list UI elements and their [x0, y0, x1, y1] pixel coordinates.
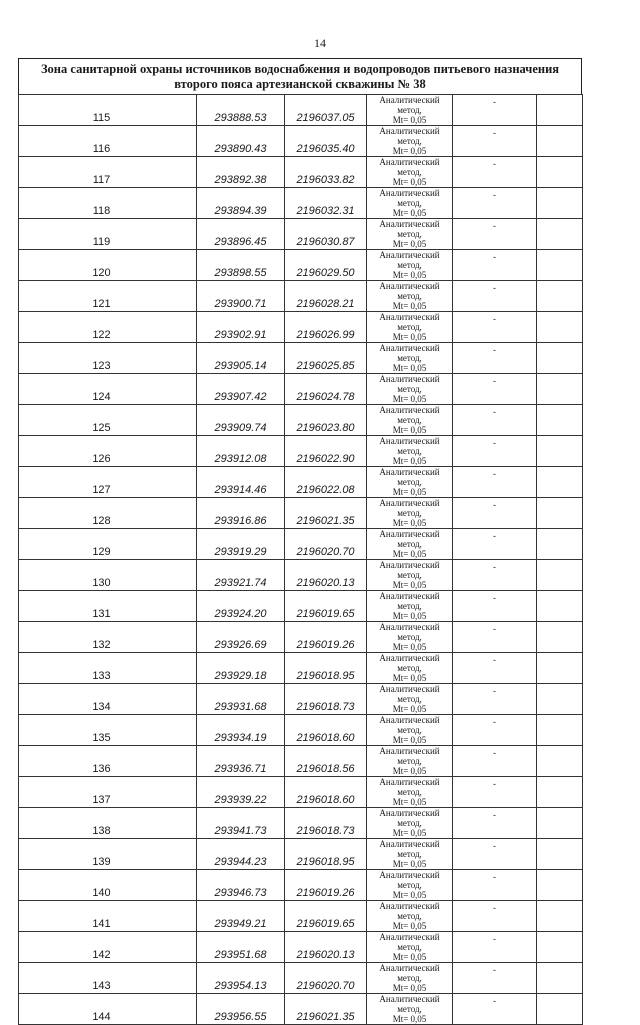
- note-cell: -: [453, 467, 537, 498]
- y-coordinate-cell: 2196018.56: [285, 746, 367, 777]
- empty-cell: [537, 994, 583, 1025]
- table-row: [19, 529, 583, 560]
- note-cell: -: [453, 436, 537, 467]
- empty-cell: [537, 622, 583, 653]
- empty-cell: [537, 591, 583, 622]
- x-coordinate-cell: 293929.18: [197, 653, 285, 684]
- method-label: Аналитический метод,: [379, 405, 440, 425]
- accuracy-label: Mt= 0,05: [392, 239, 427, 249]
- point-number-cell: 132: [19, 622, 197, 653]
- x-coordinate-cell: 293944.23: [197, 839, 285, 870]
- accuracy-label: Mt= 0,05: [392, 890, 427, 900]
- empty-cell: [537, 932, 583, 963]
- y-coordinate-cell: 2196037.05: [285, 95, 367, 126]
- point-number-cell: 138: [19, 808, 197, 839]
- point-number-cell: 137: [19, 777, 197, 808]
- coordinates-table: [18, 94, 583, 1025]
- accuracy-label: Mt= 0,05: [392, 580, 427, 590]
- table-row: [19, 994, 583, 1025]
- accuracy-label: Mt= 0,05: [392, 797, 427, 807]
- point-number-cell: 121: [19, 281, 197, 312]
- method-cell: [367, 405, 453, 436]
- coordinates-table-body: [19, 95, 583, 1025]
- table-row: [19, 281, 583, 312]
- table-row: [19, 746, 583, 777]
- y-coordinate-cell: 2196018.60: [285, 777, 367, 808]
- point-number-cell: 125: [19, 405, 197, 436]
- table-row: [19, 250, 583, 281]
- page-number: 14: [314, 36, 326, 50]
- note-cell: -: [453, 901, 537, 932]
- y-coordinate-cell: 2196026.99: [285, 312, 367, 343]
- note-cell: -: [453, 250, 537, 281]
- method-label: Аналитический метод,: [379, 901, 440, 921]
- method-cell: [367, 312, 453, 343]
- accuracy-label: Mt= 0,05: [392, 456, 427, 466]
- method-label: Аналитический метод,: [379, 746, 440, 766]
- y-coordinate-cell: 2196018.73: [285, 684, 367, 715]
- accuracy-label: Mt= 0,05: [392, 704, 427, 714]
- empty-cell: [537, 157, 583, 188]
- note-cell: -: [453, 126, 537, 157]
- x-coordinate-cell: 293934.19: [197, 715, 285, 746]
- x-coordinate-cell: 293907.42: [197, 374, 285, 405]
- point-number-cell: 131: [19, 591, 197, 622]
- table-row: [19, 312, 583, 343]
- coordinates-sheet: [18, 58, 582, 1025]
- table-row: [19, 219, 583, 250]
- point-number-cell: 116: [19, 126, 197, 157]
- method-cell: [367, 95, 453, 126]
- method-cell: [367, 374, 453, 405]
- method-cell: [367, 715, 453, 746]
- method-label: Аналитический метод,: [379, 188, 440, 208]
- note-cell: -: [453, 157, 537, 188]
- accuracy-label: Mt= 0,05: [392, 642, 427, 652]
- note-cell: -: [453, 560, 537, 591]
- y-coordinate-cell: 2196018.95: [285, 839, 367, 870]
- note-cell: -: [453, 312, 537, 343]
- table-row: [19, 467, 583, 498]
- accuracy-label: Mt= 0,05: [392, 766, 427, 776]
- accuracy-label: Mt= 0,05: [392, 115, 427, 125]
- x-coordinate-cell: 293898.55: [197, 250, 285, 281]
- empty-cell: [537, 746, 583, 777]
- note-cell: -: [453, 839, 537, 870]
- method-cell: [367, 188, 453, 219]
- table-row: [19, 870, 583, 901]
- note-cell: -: [453, 343, 537, 374]
- accuracy-label: Mt= 0,05: [392, 177, 427, 187]
- point-number-cell: 136: [19, 746, 197, 777]
- empty-cell: [537, 436, 583, 467]
- y-coordinate-cell: 2196019.65: [285, 591, 367, 622]
- empty-cell: [537, 839, 583, 870]
- method-cell: [367, 622, 453, 653]
- empty-cell: [537, 467, 583, 498]
- y-coordinate-cell: 2196021.35: [285, 994, 367, 1025]
- note-cell: -: [453, 529, 537, 560]
- empty-cell: [537, 901, 583, 932]
- table-row: [19, 839, 583, 870]
- accuracy-label: Mt= 0,05: [392, 859, 427, 869]
- method-label: Аналитический метод,: [379, 839, 440, 859]
- method-label: Аналитический метод,: [379, 653, 440, 673]
- empty-cell: [537, 188, 583, 219]
- table-row: [19, 343, 583, 374]
- empty-cell: [537, 250, 583, 281]
- x-coordinate-cell: 293919.29: [197, 529, 285, 560]
- accuracy-label: Mt= 0,05: [392, 487, 427, 497]
- empty-cell: [537, 126, 583, 157]
- point-number-cell: 119: [19, 219, 197, 250]
- method-label: Аналитический метод,: [379, 343, 440, 363]
- empty-cell: [537, 808, 583, 839]
- table-row: [19, 715, 583, 746]
- note-cell: -: [453, 808, 537, 839]
- table-row: [19, 436, 583, 467]
- table-row: [19, 374, 583, 405]
- method-cell: [367, 932, 453, 963]
- x-coordinate-cell: 293926.69: [197, 622, 285, 653]
- method-label: Аналитический метод,: [379, 312, 440, 332]
- x-coordinate-cell: 293921.74: [197, 560, 285, 591]
- point-number-cell: 135: [19, 715, 197, 746]
- method-label: Аналитический метод,: [379, 870, 440, 890]
- method-label: Аналитический метод,: [379, 157, 440, 177]
- empty-cell: [537, 560, 583, 591]
- point-number-cell: 122: [19, 312, 197, 343]
- y-coordinate-cell: 2196029.50: [285, 250, 367, 281]
- x-coordinate-cell: 293956.55: [197, 994, 285, 1025]
- note-cell: -: [453, 281, 537, 312]
- point-number-cell: 142: [19, 932, 197, 963]
- point-number-cell: 140: [19, 870, 197, 901]
- point-number-cell: 128: [19, 498, 197, 529]
- point-number-cell: 129: [19, 529, 197, 560]
- accuracy-label: Mt= 0,05: [392, 828, 427, 838]
- method-cell: [367, 994, 453, 1025]
- method-cell: [367, 870, 453, 901]
- accuracy-label: Mt= 0,05: [392, 301, 427, 311]
- y-coordinate-cell: 2196018.60: [285, 715, 367, 746]
- method-label: Аналитический метод,: [379, 436, 440, 456]
- y-coordinate-cell: 2196022.90: [285, 436, 367, 467]
- method-label: Аналитический метод,: [379, 374, 440, 394]
- accuracy-label: Mt= 0,05: [392, 735, 427, 745]
- point-number-cell: 118: [19, 188, 197, 219]
- empty-cell: [537, 281, 583, 312]
- y-coordinate-cell: 2196021.35: [285, 498, 367, 529]
- y-coordinate-cell: 2196024.78: [285, 374, 367, 405]
- point-number-cell: 123: [19, 343, 197, 374]
- empty-cell: [537, 95, 583, 126]
- x-coordinate-cell: 293888.53: [197, 95, 285, 126]
- note-cell: -: [453, 746, 537, 777]
- method-cell: [367, 746, 453, 777]
- accuracy-label: Mt= 0,05: [392, 394, 427, 404]
- x-coordinate-cell: 293909.74: [197, 405, 285, 436]
- table-row: [19, 405, 583, 436]
- y-coordinate-cell: 2196033.82: [285, 157, 367, 188]
- x-coordinate-cell: 293916.86: [197, 498, 285, 529]
- method-cell: [367, 219, 453, 250]
- point-number-cell: 134: [19, 684, 197, 715]
- empty-cell: [537, 219, 583, 250]
- x-coordinate-cell: 293941.73: [197, 808, 285, 839]
- accuracy-label: Mt= 0,05: [392, 983, 427, 993]
- y-coordinate-cell: 2196019.26: [285, 622, 367, 653]
- x-coordinate-cell: 293912.08: [197, 436, 285, 467]
- note-cell: -: [453, 188, 537, 219]
- point-number-cell: 143: [19, 963, 197, 994]
- empty-cell: [537, 343, 583, 374]
- title-line-2: второго пояса артезианской скважины № 38: [174, 77, 426, 91]
- table-row: [19, 777, 583, 808]
- method-label: Аналитический метод,: [379, 994, 440, 1014]
- accuracy-label: Mt= 0,05: [392, 1014, 427, 1024]
- point-number-cell: 130: [19, 560, 197, 591]
- x-coordinate-cell: 293954.13: [197, 963, 285, 994]
- y-coordinate-cell: 2196019.26: [285, 870, 367, 901]
- method-cell: [367, 529, 453, 560]
- method-label: Аналитический метод,: [379, 281, 440, 301]
- table-title: [18, 58, 582, 94]
- table-row: [19, 498, 583, 529]
- x-coordinate-cell: 293936.71: [197, 746, 285, 777]
- note-cell: -: [453, 994, 537, 1025]
- table-row: [19, 591, 583, 622]
- point-number-cell: 117: [19, 157, 197, 188]
- method-label: Аналитический метод,: [379, 95, 440, 115]
- method-label: Аналитический метод,: [379, 126, 440, 146]
- accuracy-label: Mt= 0,05: [392, 921, 427, 931]
- note-cell: -: [453, 684, 537, 715]
- note-cell: -: [453, 591, 537, 622]
- accuracy-label: Mt= 0,05: [392, 673, 427, 683]
- x-coordinate-cell: 293902.91: [197, 312, 285, 343]
- accuracy-label: Mt= 0,05: [392, 518, 427, 528]
- method-label: Аналитический метод,: [379, 498, 440, 518]
- empty-cell: [537, 529, 583, 560]
- point-number-cell: 127: [19, 467, 197, 498]
- x-coordinate-cell: 293946.73: [197, 870, 285, 901]
- note-cell: -: [453, 498, 537, 529]
- empty-cell: [537, 374, 583, 405]
- note-cell: -: [453, 219, 537, 250]
- table-row: [19, 932, 583, 963]
- method-cell: [367, 684, 453, 715]
- x-coordinate-cell: 293914.46: [197, 467, 285, 498]
- y-coordinate-cell: 2196020.13: [285, 560, 367, 591]
- accuracy-label: Mt= 0,05: [392, 425, 427, 435]
- method-label: Аналитический метод,: [379, 250, 440, 270]
- method-cell: [367, 157, 453, 188]
- method-cell: [367, 653, 453, 684]
- empty-cell: [537, 715, 583, 746]
- x-coordinate-cell: 293890.43: [197, 126, 285, 157]
- y-coordinate-cell: 2196022.08: [285, 467, 367, 498]
- y-coordinate-cell: 2196019.65: [285, 901, 367, 932]
- method-cell: [367, 498, 453, 529]
- method-label: Аналитический метод,: [379, 219, 440, 239]
- y-coordinate-cell: 2196035.40: [285, 126, 367, 157]
- y-coordinate-cell: 2196030.87: [285, 219, 367, 250]
- accuracy-label: Mt= 0,05: [392, 270, 427, 280]
- method-cell: [367, 467, 453, 498]
- accuracy-label: Mt= 0,05: [392, 208, 427, 218]
- method-cell: [367, 839, 453, 870]
- empty-cell: [537, 498, 583, 529]
- method-cell: [367, 281, 453, 312]
- note-cell: -: [453, 653, 537, 684]
- method-label: Аналитический метод,: [379, 808, 440, 828]
- method-cell: [367, 436, 453, 467]
- y-coordinate-cell: 2196020.70: [285, 529, 367, 560]
- x-coordinate-cell: 293939.22: [197, 777, 285, 808]
- method-label: Аналитический метод,: [379, 715, 440, 735]
- note-cell: -: [453, 374, 537, 405]
- y-coordinate-cell: 2196028.21: [285, 281, 367, 312]
- empty-cell: [537, 684, 583, 715]
- x-coordinate-cell: 293951.68: [197, 932, 285, 963]
- x-coordinate-cell: 293900.71: [197, 281, 285, 312]
- note-cell: -: [453, 405, 537, 436]
- method-cell: [367, 250, 453, 281]
- accuracy-label: Mt= 0,05: [392, 363, 427, 373]
- empty-cell: [537, 405, 583, 436]
- method-cell: [367, 963, 453, 994]
- method-cell: [367, 126, 453, 157]
- x-coordinate-cell: 293924.20: [197, 591, 285, 622]
- y-coordinate-cell: 2196032.31: [285, 188, 367, 219]
- method-label: Аналитический метод,: [379, 777, 440, 797]
- method-label: Аналитический метод,: [379, 963, 440, 983]
- y-coordinate-cell: 2196018.73: [285, 808, 367, 839]
- x-coordinate-cell: 293949.21: [197, 901, 285, 932]
- method-label: Аналитический метод,: [379, 560, 440, 580]
- point-number-cell: 144: [19, 994, 197, 1025]
- empty-cell: [537, 777, 583, 808]
- method-label: Аналитический метод,: [379, 622, 440, 642]
- y-coordinate-cell: 2196023.80: [285, 405, 367, 436]
- y-coordinate-cell: 2196020.70: [285, 963, 367, 994]
- point-number-cell: 126: [19, 436, 197, 467]
- method-label: Аналитический метод,: [379, 467, 440, 487]
- method-label: Аналитический метод,: [379, 591, 440, 611]
- accuracy-label: Mt= 0,05: [392, 549, 427, 559]
- table-row: [19, 126, 583, 157]
- empty-cell: [537, 312, 583, 343]
- point-number-cell: 124: [19, 374, 197, 405]
- empty-cell: [537, 870, 583, 901]
- method-label: Аналитический метод,: [379, 529, 440, 549]
- accuracy-label: Mt= 0,05: [392, 332, 427, 342]
- note-cell: -: [453, 777, 537, 808]
- x-coordinate-cell: 293905.14: [197, 343, 285, 374]
- table-row: [19, 622, 583, 653]
- point-number-cell: 120: [19, 250, 197, 281]
- y-coordinate-cell: 2196025.85: [285, 343, 367, 374]
- table-row: [19, 560, 583, 591]
- point-number-cell: 141: [19, 901, 197, 932]
- method-cell: [367, 343, 453, 374]
- x-coordinate-cell: 293894.39: [197, 188, 285, 219]
- y-coordinate-cell: 2196018.95: [285, 653, 367, 684]
- table-row: [19, 188, 583, 219]
- table-row: [19, 901, 583, 932]
- note-cell: -: [453, 963, 537, 994]
- method-cell: [367, 591, 453, 622]
- title-line-1: Зона санитарной охраны источников водоснабжения и водопроводов питьевого назначения: [40, 62, 560, 76]
- accuracy-label: Mt= 0,05: [392, 146, 427, 156]
- x-coordinate-cell: 293896.45: [197, 219, 285, 250]
- note-cell: -: [453, 932, 537, 963]
- table-row: [19, 684, 583, 715]
- point-number-cell: 139: [19, 839, 197, 870]
- table-row: [19, 963, 583, 994]
- point-number-cell: 133: [19, 653, 197, 684]
- x-coordinate-cell: 293892.38: [197, 157, 285, 188]
- method-cell: [367, 777, 453, 808]
- empty-cell: [537, 963, 583, 994]
- empty-cell: [537, 653, 583, 684]
- table-row: [19, 157, 583, 188]
- y-coordinate-cell: 2196020.13: [285, 932, 367, 963]
- point-number-cell: 115: [19, 95, 197, 126]
- note-cell: -: [453, 715, 537, 746]
- method-cell: [367, 560, 453, 591]
- accuracy-label: Mt= 0,05: [392, 952, 427, 962]
- table-row: [19, 653, 583, 684]
- method-cell: [367, 808, 453, 839]
- method-label: Аналитический метод,: [379, 684, 440, 704]
- note-cell: -: [453, 95, 537, 126]
- note-cell: -: [453, 870, 537, 901]
- accuracy-label: Mt= 0,05: [392, 611, 427, 621]
- x-coordinate-cell: 293931.68: [197, 684, 285, 715]
- table-row: [19, 808, 583, 839]
- table-row: [19, 95, 583, 126]
- method-cell: [367, 901, 453, 932]
- method-label: Аналитический метод,: [379, 932, 440, 952]
- note-cell: -: [453, 622, 537, 653]
